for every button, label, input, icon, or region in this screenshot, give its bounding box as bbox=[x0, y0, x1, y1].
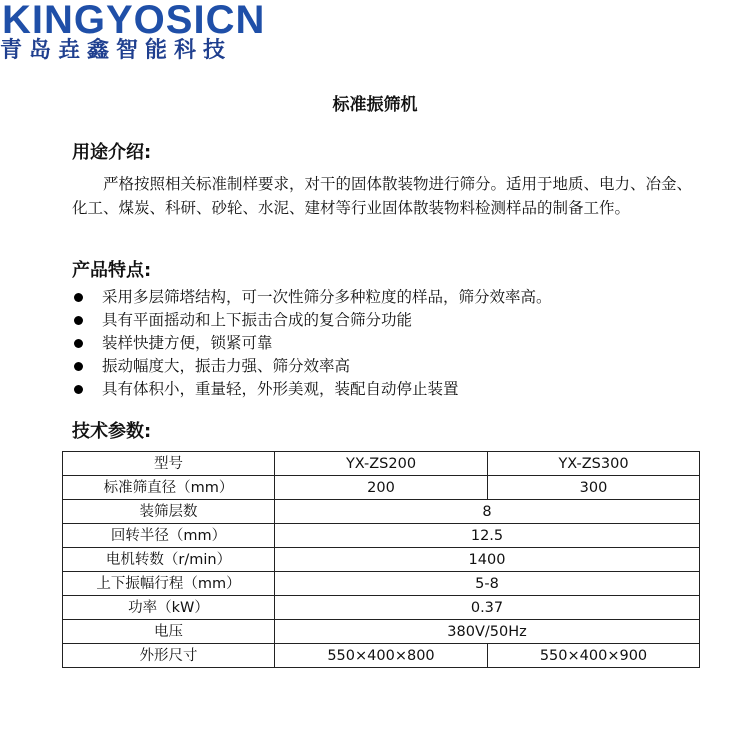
brand-company-name: 青岛垚鑫智能科技 bbox=[0, 38, 233, 63]
table-row bbox=[63, 644, 700, 668]
brand-logo-text: KINGYOSICN bbox=[2, 0, 266, 42]
table-cell: 电压 bbox=[63, 620, 275, 644]
table-cell: 标准筛直径（mm） bbox=[63, 476, 275, 500]
table-row bbox=[63, 524, 700, 548]
table-cell: 12.5 bbox=[275, 524, 700, 548]
specs-table bbox=[62, 451, 700, 668]
bullet-icon bbox=[74, 316, 83, 325]
usage-paragraph: 严格按照相关标准制样要求，对干的固体散装物进行筛分。适用于地质、电力、冶金、化工、煤炭、科研、砂轮、水泥、建材等行业固体散装物料检测样品的制备工作。 bbox=[72, 175, 693, 217]
specs-heading: 技术参数: bbox=[72, 421, 152, 442]
table-row bbox=[63, 620, 700, 644]
table-cell: 回转半径（mm） bbox=[63, 524, 275, 548]
table-cell: 0.37 bbox=[275, 596, 700, 620]
table-cell: 200 bbox=[275, 476, 488, 500]
table-cell: 电机转数（r/min） bbox=[63, 548, 275, 572]
list-item: 装样快捷方便，锁紧可靠 bbox=[72, 332, 712, 355]
table-row bbox=[63, 572, 700, 596]
table-cell: 型号 bbox=[63, 452, 275, 476]
table-cell: YX-ZS300 bbox=[488, 452, 700, 476]
table-cell: 功率（kW） bbox=[63, 596, 275, 620]
bullet-icon bbox=[74, 293, 83, 302]
list-item: 采用多层筛塔结构，可一次性筛分多种粒度的样品，筛分效率高。 bbox=[72, 286, 712, 309]
bullet-icon bbox=[74, 385, 83, 394]
table-cell: 550×400×800 bbox=[275, 644, 488, 668]
list-item: 振动幅度大，振击力强、筛分效率高 bbox=[72, 355, 712, 378]
list-item: 具有平面摇动和上下振击合成的复合筛分功能 bbox=[72, 309, 712, 332]
table-cell: 外形尺寸 bbox=[63, 644, 275, 668]
bullet-icon bbox=[74, 339, 83, 348]
usage-heading: 用途介绍: bbox=[72, 142, 152, 163]
bullet-icon bbox=[74, 362, 83, 371]
table-cell: 300 bbox=[488, 476, 700, 500]
features-heading: 产品特点: bbox=[72, 260, 152, 281]
table-cell: 5-8 bbox=[275, 572, 700, 596]
table-row bbox=[63, 548, 700, 572]
table-row bbox=[63, 596, 700, 620]
table-cell: YX-ZS200 bbox=[275, 452, 488, 476]
document-title: 标准振筛机 bbox=[332, 95, 418, 115]
table-cell: 1400 bbox=[275, 548, 700, 572]
features-list bbox=[72, 286, 712, 401]
table-header-row bbox=[63, 452, 700, 476]
table-cell: 上下振幅行程（mm） bbox=[63, 572, 275, 596]
table-row bbox=[63, 476, 700, 500]
table-cell: 装筛层数 bbox=[63, 500, 275, 524]
table-cell: 550×400×900 bbox=[488, 644, 700, 668]
table-cell: 8 bbox=[275, 500, 700, 524]
list-item: 具有体积小，重量轻，外形美观，装配自动停止装置 bbox=[72, 378, 712, 401]
table-row bbox=[63, 500, 700, 524]
table-cell: 380V/50Hz bbox=[275, 620, 700, 644]
